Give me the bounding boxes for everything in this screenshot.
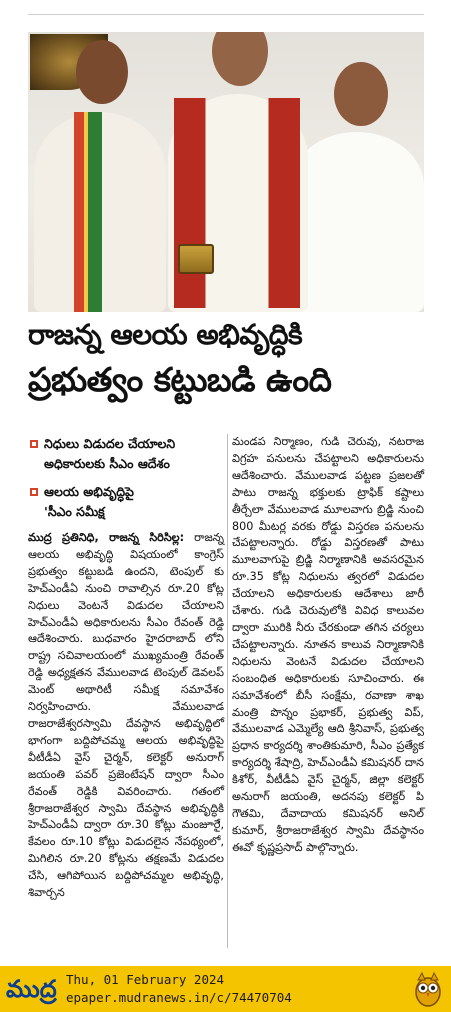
edition-date: Thu, 01 February 2024: [66, 972, 225, 987]
news-photo: [28, 32, 424, 312]
square-bullet-icon: [30, 440, 38, 448]
square-bullet-icon: [30, 488, 38, 496]
headline-line-1: రాజన్న ఆలయ అభివృద్ధికి: [28, 318, 303, 351]
person-left: [34, 112, 166, 312]
footer-bar: [0, 966, 451, 1012]
epaper-link[interactable]: epaper.mudranews.in/c/74470704: [66, 990, 292, 1005]
person-center: [168, 94, 308, 312]
article-body-right: మండప నిర్మాణం, గుడి చెరువు, నటరాజ విగ్రహ పనులను చేపట్టాలని అధికారులను ఆదేశించారు. వేములవాడ పట్టణ ప్రజలతో పాటు రాజన్న భక్తులకు ట్రాఫిక్ కష్టాలు తీర్చేలా వేములవాడ మూలవాగు బ్రిడ్జి నుంచి 800 మీటర్ల వరకు రోడ్డు విస్తరణ పనులను చేపట్టాలన్నారు. రోడ్డు విస్తరణతో పాటు మూలవాగుపై బ్రిడ్జి నిర్మాణానికి అవసరమైన రూ.35 కోట్ల నిధులను త్వరలో విడుదల చేయాలని అధికారులకు ఆదేశాలు జారీ చేశారు. గుడి చెరువులోకి వివిధ కాలువల ద్వారా మురికి నీరు చేరకుండా తగిన చర్యలు చేపట్టాలన్నారు. నూతన కాలువ నిర్మాణానికి నిధులను వెంటనే విడుదల చేయాలని సంబంధిత అధికారులకు సూచించారు. ఈ సమావేశంలో బీసీ సంక్షేమ, రవాణా శాఖ మంత్రి పొన్నం ప్రభాకర్, ప్రభుత్వ విప్, వేములవాడ ఎమ్మెల్యే ఆది శ్రీనివాస్, ప్రభుత్వ ప్రధాన కార్యదర్శి శాంతికుమారి, సీఎం ప్రత్యేక కార్యదర్శి శేషాద్రి, హెచ్ఎండీఏ కమిషనర్ దాన కిశోర్, వీటీడీఏ వైస్ చైర్మన్, జిల్లా కలెక్టర్ అనురాగ్ జయంతి, అదనపు కలెక్టర్ పి గౌతమి, దేవాదాయ కమిషనర్ అనిల్ కుమార్, శ్రీరాజరాజేశ్వర స్వామి దేవస్థానం ఈవో కృష్ణప్రసాద్ పాల్గొన్నారు.: [232, 435, 424, 854]
bullet-item: [28, 434, 224, 474]
top-divider: [28, 14, 424, 15]
bullet-item: [28, 482, 224, 522]
article-column-right: [232, 434, 424, 857]
article-body-left: [28, 530, 224, 902]
mudra-logo[interactable]: ముద్ర: [6, 975, 57, 1003]
bullet-text: నిధులు విడుదల చేయాలని అధికారులకు సీఎం ఆదేశం: [44, 436, 176, 471]
person-right: [290, 132, 424, 312]
memento-gift: [178, 244, 214, 274]
headline-line-2: ప్రభుత్వం కట్టుబడి ఉంది: [28, 360, 332, 399]
owl-icon: [413, 971, 443, 1007]
article-column-left: [28, 434, 224, 902]
dateline: ముద్ర ప్రతినిధి, రాజన్న సిరిసిల్ల:: [28, 531, 185, 544]
column-divider: [227, 434, 228, 948]
bullet-text: ఆలయ అభివృద్ధిపై 'సీఎం సమీక్ష: [44, 484, 134, 519]
article-text-left: రాజన్న ఆలయ అభివృద్ధి విషయంలో కాంగ్రెస్ ప్రభుత్వం కట్టుబడి ఉందని, టెంపుల్ కు హెచ్ఎండీఏ నుంచి రావాల్సిన రూ.20 కోట్ల నిధులు వెంటనే విడుదల చేయాలని హెచ్ఎండీఏ అధికారులను సీఎం రేవంత్ రెడ్డి ఆదేశించారు. బుధవారం హైదరాబాద్ లోని రాష్ట్ర సచివాలయంలో ముఖ్యమంత్రి రేవంత్ రెడ్డి అధ్యక్షతన వేములవాడ టెంపుల్ డెవలప్ మెంట్ అథారిటీ సమీక్ష సమావేశం నిర్వహించారు. వేములవాడ రాజరాజేశ్వరస్వామి దేవస్థాన అభివృద్ధిలో భాగంగా బద్దిపోచమ్మ ఆలయ అభివృద్ధిపై వీటీడీఏ వైస్ చైర్మన్, కలెక్టర్ అనురాగ్ జయంతి పవర్ ప్రజెంటేషన్ ద్వారా సీఎం రేవంత్ రెడ్డికి వివరించారు. గతంలో శ్రీరాజరాజేశ్వర స్వామి దేవస్థాన అభివృద్ధికి హెచ్ఎండీఏ ద్వారా రూ.30 కోట్లు మంజూరైే, కేవలం రూ.10 కోట్లు విడుదలైన నేపథ్యంలో, మిగిలిన రూ.20 కోట్లను తక్షణమే విడుదల చేసి, ఆగిపోయిన బద్దిపోచమ్మల అభివృద్ధి, శివార్చన: [28, 531, 224, 900]
